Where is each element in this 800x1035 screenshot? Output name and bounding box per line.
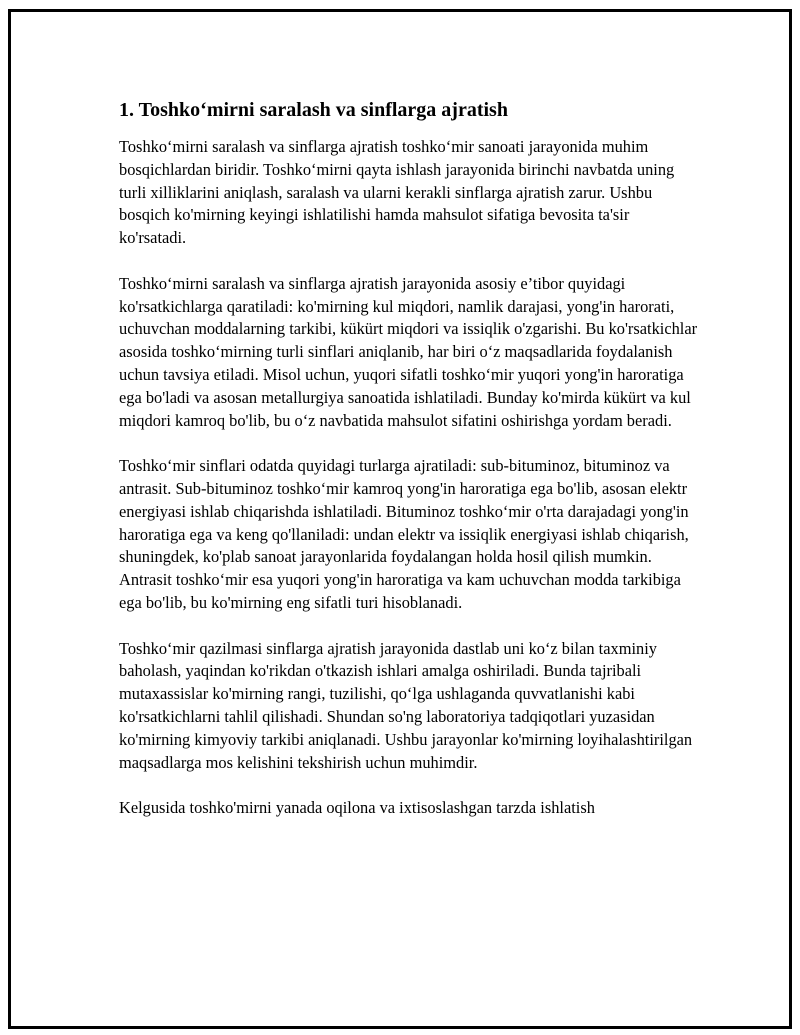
paragraph-4: Toshko‘mir qazilmasi sinflarga ajratish jarayonida dastlab uni ko‘z bilan taxminiy baholash, yaqindan ko'rikdan o'tkazish ishlari amalga oshiriladi. Bunda tajribali mutaxassislar ko'mirning rangi, tuzilishi, qo‘lga ushlaganda quvvatlanishi kabi ko'rsatkichlarni tahlil qilishadi. Shundan so'ng laboratoriya tadqiqotlari yuzasidan ko'mirning kimyoviy tarkibi aniqlanadi. Ushbu jarayonlar ko'mirning loyihalashtirilgan maqsadlarga mos kelishini tekshirish uchun muhimdir. xyxy=(119,638,693,772)
paragraph-5: Kelgusida toshko'mirni yanada oqilona va ixtisoslashgan tarzda ishlatish xyxy=(119,798,595,818)
document-body xyxy=(119,96,699,843)
page-frame xyxy=(8,9,792,1029)
section-heading: 1. Toshko‘mirni saralash va sinflarga ajratish xyxy=(119,99,508,121)
paragraph-1: Toshko‘mirni saralash va sinflarga ajratish toshko‘mir sanoati jarayonida muhim bosqichlardan biridir. Toshko‘mirni qayta ishlash jarayonida birinchi navbatda uning turli xilliklarini aniqlash, saralash va ularni kerakli sinflarga ajratish zarur. Ushbu bosqich ko'mirning keyingi ishlatilishi hamda mahsulot sifatiga bevosita ta'sir ko'rsatadi. xyxy=(119,137,675,248)
paragraph-3: Toshko‘mir sinflari odatda quyidagi turlarga ajratiladi: sub-bituminoz, bituminoz va antrasit. Sub-bituminoz toshko‘mir kamroq yong'in haroratiga ega bo'lib, asosan elektr energiyasi ishlab chiqarishda ishlatiladi. Bituminoz toshko‘mir o'rta darajadagi yong'in haroratiga ega va keng qo'llaniladi: undan elektr va issiqlik energiyasi ishlab chiqarish, shuningdek, ko'plab sanoat jarayonlarida foydalangan holda hosil qilish mumkin. Antrasit toshko‘mir esa yuqori yong'in haroratiga va kam uchuvchan modda tarkibiga ega bo'lib, bu ko'mirning eng sifatli turi hisoblanadi. xyxy=(119,456,689,612)
paragraph-2: Toshko‘mirni saralash va sinflarga ajratish jarayonida asosiy e’tibor quyidagi ko'rsatkichlarga qaratiladi: ko'mirning kul miqdori, namlik darajasi, yong'in harorati, uchuvchan moddalarning tarkibi, kükürt miqdori va issiqlik o'zgarishi. Bu ko'rsatkichlar asosida toshko‘mirning turli sinflari aniqlanib, har biri o‘z maqsadlarida foydalanish uchun tavsiya etiladi. Misol uchun, yuqori sifatli toshko‘mir yuqori yong'in haroratiga ega bo'ladi va asosan metallurgiya sanoatida ishlatiladi. Bunday ko'mirda kükürt va kul miqdori kamroq bo'lib, bu o‘z navbatida mahsulot sifatini oshirishga yordam beradi. xyxy=(119,273,698,430)
